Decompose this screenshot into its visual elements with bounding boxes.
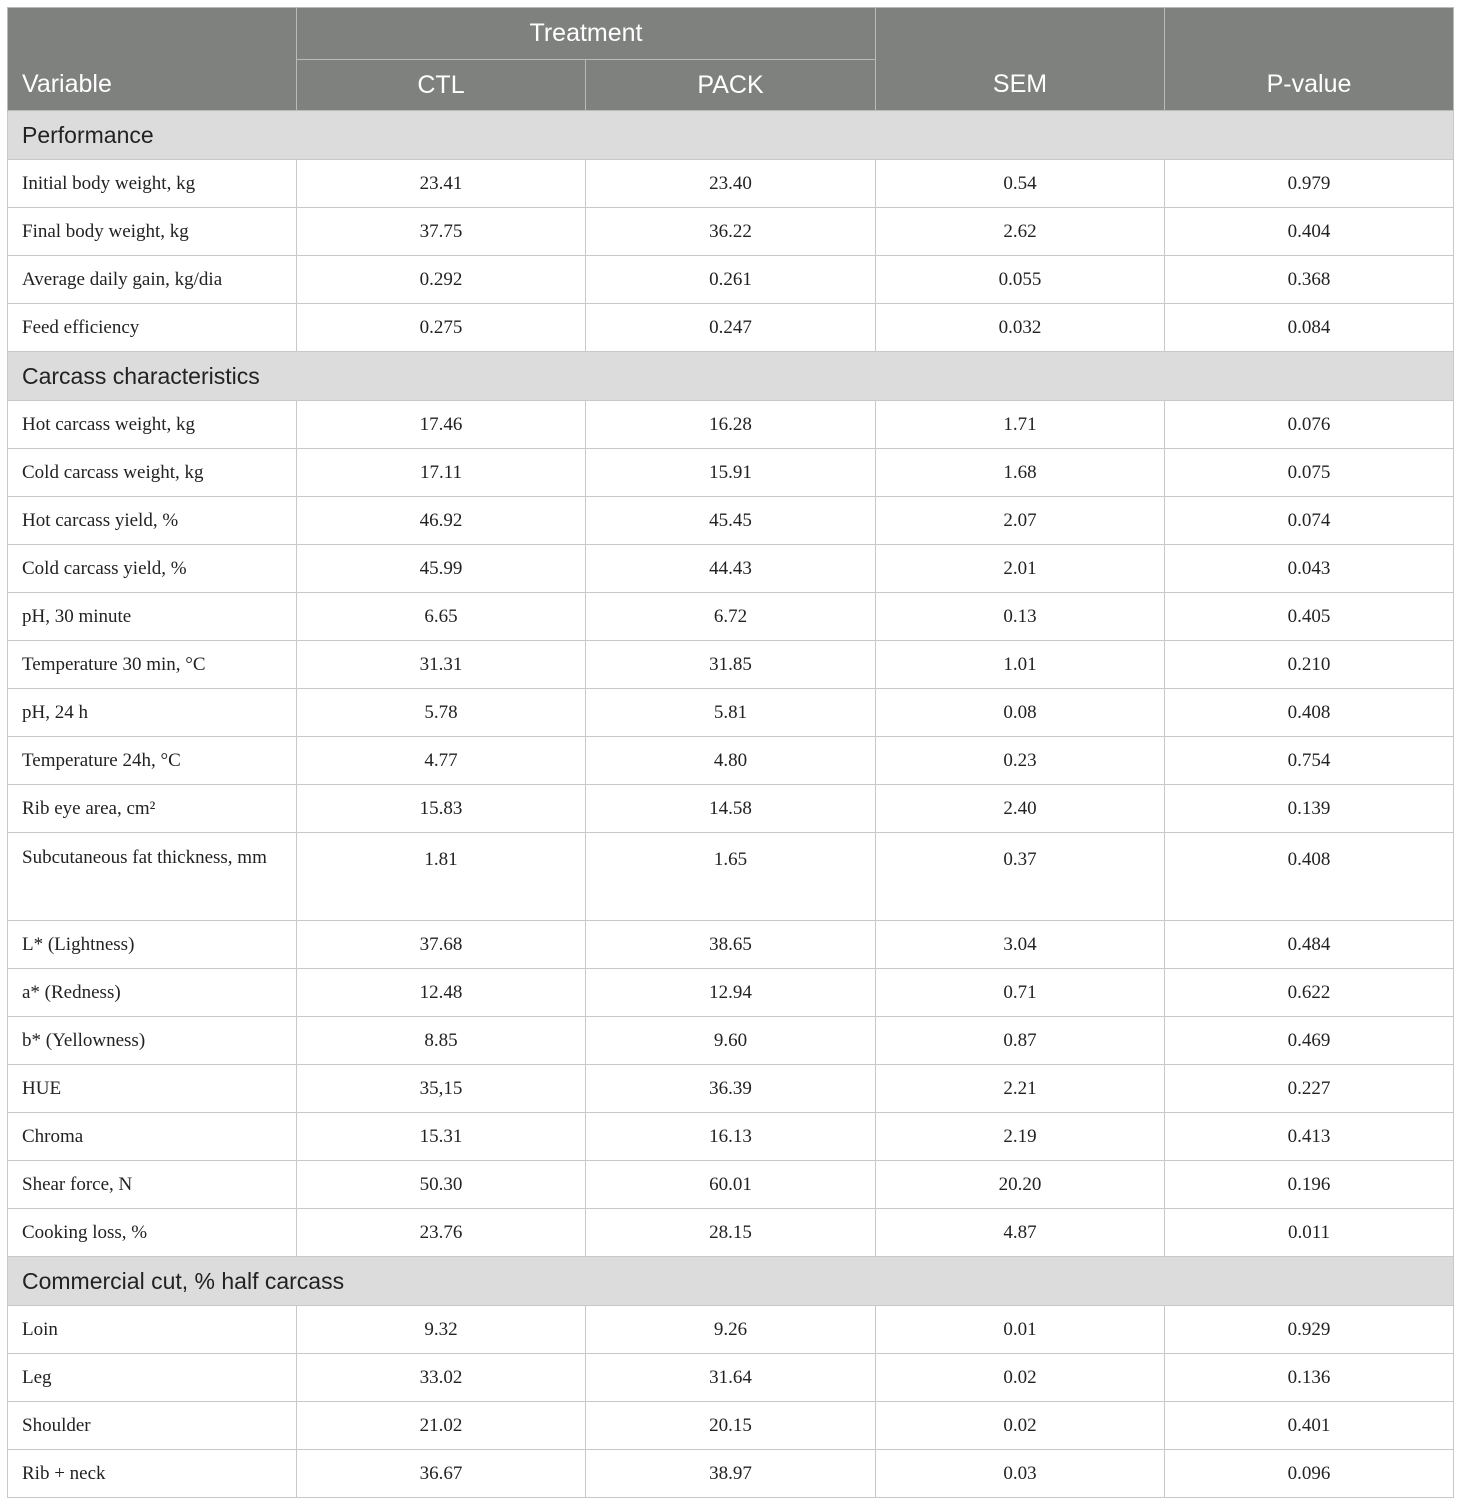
cell-sem: 0.02	[876, 1354, 1165, 1402]
cell-pack: 1.65	[586, 833, 876, 921]
cell-pvalue: 0.011	[1165, 1209, 1454, 1257]
cell-variable: Hot carcass yield, %	[8, 497, 297, 545]
cell-variable: Rib eye area, cm²	[8, 785, 297, 833]
cell-pack: 60.01	[586, 1161, 876, 1209]
cell-pvalue: 0.096	[1165, 1450, 1454, 1498]
cell-ctl: 36.67	[297, 1450, 586, 1498]
cell-sem: 0.08	[876, 689, 1165, 737]
cell-variable: Leg	[8, 1354, 297, 1402]
cell-variable: Chroma	[8, 1113, 297, 1161]
cell-sem: 1.68	[876, 449, 1165, 497]
table-row	[8, 593, 1454, 641]
cell-pack: 36.39	[586, 1065, 876, 1113]
cell-pack: 31.85	[586, 641, 876, 689]
cell-pvalue: 0.404	[1165, 208, 1454, 256]
cell-pack: 6.72	[586, 593, 876, 641]
cell-variable: a* (Redness)	[8, 969, 297, 1017]
table-row	[8, 833, 1454, 921]
header-pvalue: P-value	[1165, 8, 1454, 111]
cell-variable: Shear force, N	[8, 1161, 297, 1209]
cell-sem: 0.03	[876, 1450, 1165, 1498]
cell-pvalue: 0.469	[1165, 1017, 1454, 1065]
cell-variable: Rib + neck	[8, 1450, 297, 1498]
cell-sem: 2.21	[876, 1065, 1165, 1113]
cell-sem: 2.07	[876, 497, 1165, 545]
cell-ctl: 35,15	[297, 1065, 586, 1113]
cell-pack: 38.97	[586, 1450, 876, 1498]
cell-variable: Loin	[8, 1306, 297, 1354]
cell-sem: 0.37	[876, 833, 1165, 921]
section-title: Performance	[8, 111, 1454, 160]
cell-pvalue: 0.484	[1165, 921, 1454, 969]
cell-variable: Temperature 30 min, °C	[8, 641, 297, 689]
cell-pack: 12.94	[586, 969, 876, 1017]
cell-sem: 2.40	[876, 785, 1165, 833]
cell-ctl: 8.85	[297, 1017, 586, 1065]
cell-ctl: 15.83	[297, 785, 586, 833]
section-row	[8, 111, 1454, 160]
cell-pack: 20.15	[586, 1402, 876, 1450]
cell-pack: 45.45	[586, 497, 876, 545]
table-row	[8, 256, 1454, 304]
cell-ctl: 12.48	[297, 969, 586, 1017]
cell-variable: Cold carcass weight, kg	[8, 449, 297, 497]
header-ctl: CTL	[297, 60, 586, 111]
cell-sem: 0.032	[876, 304, 1165, 352]
table-row	[8, 641, 1454, 689]
cell-pack: 5.81	[586, 689, 876, 737]
cell-sem: 1.01	[876, 641, 1165, 689]
cell-ctl: 17.11	[297, 449, 586, 497]
cell-sem: 2.19	[876, 1113, 1165, 1161]
table-row	[8, 921, 1454, 969]
table-row	[8, 1354, 1454, 1402]
cell-sem: 0.02	[876, 1402, 1165, 1450]
cell-pvalue: 0.979	[1165, 160, 1454, 208]
table-row	[8, 1113, 1454, 1161]
cell-pack: 9.26	[586, 1306, 876, 1354]
cell-pack: 38.65	[586, 921, 876, 969]
section-row	[8, 352, 1454, 401]
cell-sem: 4.87	[876, 1209, 1165, 1257]
cell-pvalue: 0.076	[1165, 401, 1454, 449]
cell-variable: Temperature 24h, °C	[8, 737, 297, 785]
header-sem: SEM	[876, 8, 1165, 111]
table-row	[8, 689, 1454, 737]
cell-pack: 28.15	[586, 1209, 876, 1257]
cell-pvalue: 0.754	[1165, 737, 1454, 785]
cell-variable: pH, 30 minute	[8, 593, 297, 641]
cell-sem: 0.13	[876, 593, 1165, 641]
cell-pack: 0.261	[586, 256, 876, 304]
cell-pack: 14.58	[586, 785, 876, 833]
table-row	[8, 1017, 1454, 1065]
cell-variable: Cooking loss, %	[8, 1209, 297, 1257]
cell-sem: 0.54	[876, 160, 1165, 208]
cell-sem: 0.87	[876, 1017, 1165, 1065]
table-row	[8, 1209, 1454, 1257]
cell-variable: Shoulder	[8, 1402, 297, 1450]
cell-variable: Cold carcass yield, %	[8, 545, 297, 593]
cell-ctl: 45.99	[297, 545, 586, 593]
cell-pvalue: 0.413	[1165, 1113, 1454, 1161]
cell-variable: Final body weight, kg	[8, 208, 297, 256]
section-title: Carcass characteristics	[8, 352, 1454, 401]
table-row	[8, 497, 1454, 545]
cell-pvalue: 0.074	[1165, 497, 1454, 545]
cell-ctl: 23.41	[297, 160, 586, 208]
cell-pack: 16.13	[586, 1113, 876, 1161]
cell-pack: 0.247	[586, 304, 876, 352]
table-row	[8, 785, 1454, 833]
cell-sem: 3.04	[876, 921, 1165, 969]
cell-ctl: 23.76	[297, 1209, 586, 1257]
cell-ctl: 0.292	[297, 256, 586, 304]
table-row	[8, 160, 1454, 208]
section-title: Commercial cut, % half carcass	[8, 1257, 1454, 1306]
header-treatment: Treatment	[297, 8, 876, 60]
table-row	[8, 401, 1454, 449]
cell-variable: Initial body weight, kg	[8, 160, 297, 208]
cell-variable: Subcutaneous fat thickness, mm	[8, 833, 297, 921]
table-row	[8, 1306, 1454, 1354]
table-row	[8, 1161, 1454, 1209]
cell-sem: 1.71	[876, 401, 1165, 449]
cell-ctl: 46.92	[297, 497, 586, 545]
table-row	[8, 1402, 1454, 1450]
cell-ctl: 33.02	[297, 1354, 586, 1402]
cell-ctl: 50.30	[297, 1161, 586, 1209]
cell-variable: L* (Lightness)	[8, 921, 297, 969]
cell-pvalue: 0.368	[1165, 256, 1454, 304]
table-header	[8, 8, 1454, 111]
cell-pvalue: 0.075	[1165, 449, 1454, 497]
cell-ctl: 37.68	[297, 921, 586, 969]
cell-pvalue: 0.622	[1165, 969, 1454, 1017]
table-row	[8, 1065, 1454, 1113]
cell-pvalue: 0.210	[1165, 641, 1454, 689]
cell-ctl: 9.32	[297, 1306, 586, 1354]
cell-sem: 2.62	[876, 208, 1165, 256]
cell-variable: b* (Yellowness)	[8, 1017, 297, 1065]
results-table	[7, 7, 1454, 1498]
cell-variable: pH, 24 h	[8, 689, 297, 737]
cell-pvalue: 0.196	[1165, 1161, 1454, 1209]
table-row	[8, 1450, 1454, 1498]
cell-variable: Feed efficiency	[8, 304, 297, 352]
cell-ctl: 15.31	[297, 1113, 586, 1161]
cell-pack: 9.60	[586, 1017, 876, 1065]
cell-ctl: 37.75	[297, 208, 586, 256]
cell-ctl: 4.77	[297, 737, 586, 785]
cell-ctl: 0.275	[297, 304, 586, 352]
cell-sem: 0.055	[876, 256, 1165, 304]
table-row	[8, 304, 1454, 352]
cell-ctl: 5.78	[297, 689, 586, 737]
cell-pvalue: 0.401	[1165, 1402, 1454, 1450]
cell-ctl: 1.81	[297, 833, 586, 921]
cell-ctl: 17.46	[297, 401, 586, 449]
cell-variable: Average daily gain, kg/dia	[8, 256, 297, 304]
cell-sem: 0.23	[876, 737, 1165, 785]
cell-variable: Hot carcass weight, kg	[8, 401, 297, 449]
header-pack: PACK	[586, 60, 876, 111]
cell-pack: 4.80	[586, 737, 876, 785]
cell-sem: 0.01	[876, 1306, 1165, 1354]
table-row	[8, 208, 1454, 256]
table-row	[8, 449, 1454, 497]
cell-pack: 16.28	[586, 401, 876, 449]
cell-pack: 15.91	[586, 449, 876, 497]
cell-pvalue: 0.139	[1165, 785, 1454, 833]
cell-pack: 31.64	[586, 1354, 876, 1402]
cell-ctl: 31.31	[297, 641, 586, 689]
table-row	[8, 545, 1454, 593]
cell-sem: 2.01	[876, 545, 1165, 593]
cell-pack: 36.22	[586, 208, 876, 256]
cell-pvalue: 0.136	[1165, 1354, 1454, 1402]
cell-sem: 20.20	[876, 1161, 1165, 1209]
table-row	[8, 969, 1454, 1017]
table-body	[8, 111, 1454, 1498]
cell-ctl: 21.02	[297, 1402, 586, 1450]
section-row	[8, 1257, 1454, 1306]
cell-sem: 0.71	[876, 969, 1165, 1017]
cell-pvalue: 0.408	[1165, 833, 1454, 921]
cell-pvalue: 0.084	[1165, 304, 1454, 352]
cell-pvalue: 0.227	[1165, 1065, 1454, 1113]
cell-ctl: 6.65	[297, 593, 586, 641]
cell-pvalue: 0.408	[1165, 689, 1454, 737]
cell-variable: HUE	[8, 1065, 297, 1113]
cell-pack: 23.40	[586, 160, 876, 208]
cell-pvalue: 0.929	[1165, 1306, 1454, 1354]
cell-pack: 44.43	[586, 545, 876, 593]
header-variable: Variable	[8, 8, 297, 111]
table-row	[8, 737, 1454, 785]
cell-pvalue: 0.405	[1165, 593, 1454, 641]
cell-pvalue: 0.043	[1165, 545, 1454, 593]
